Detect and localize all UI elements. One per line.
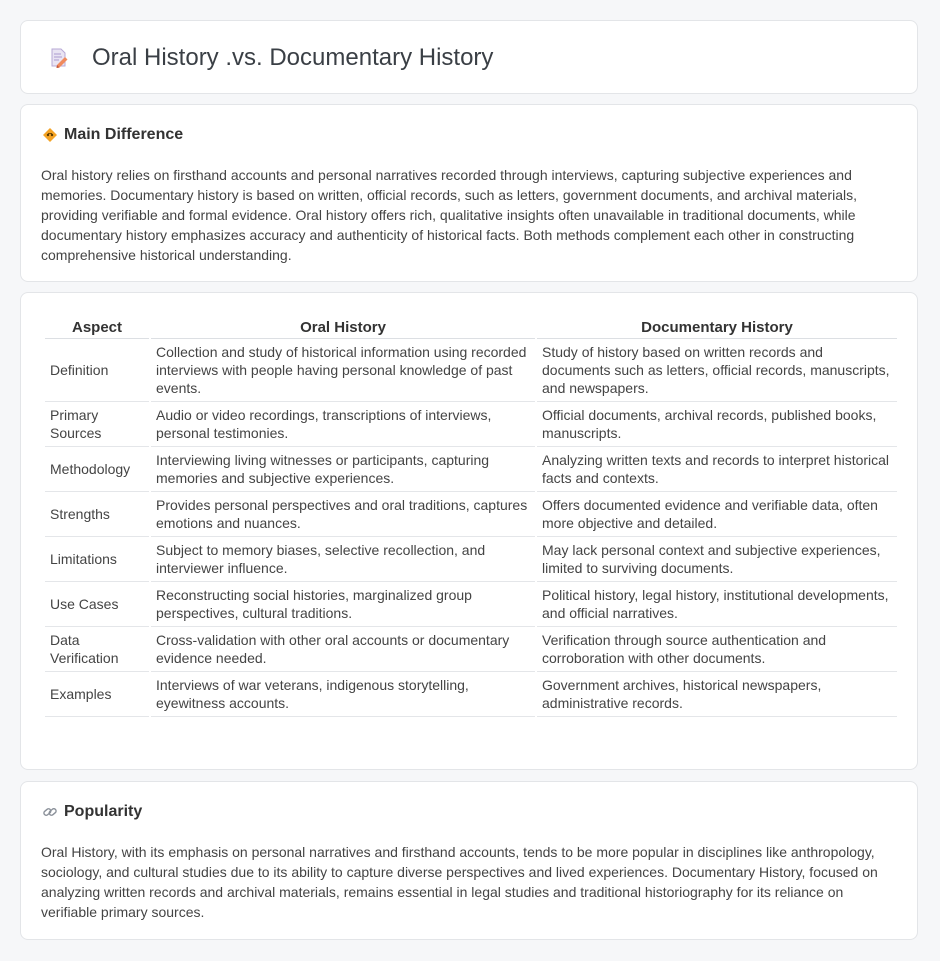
header-oral-history: Oral History (151, 314, 535, 339)
comparison-table (43, 314, 899, 717)
oral-cell: Collection and study of historical information using recorded interviews with people having personal knowledge of past events. (151, 339, 535, 402)
oral-cell: Audio or video recordings, transcriptions of interviews, personal testimonies. (151, 402, 535, 447)
table-row (45, 582, 897, 627)
doc-cell: Analyzing written texts and records to interpret historical facts and contexts. (537, 447, 897, 492)
table-row (45, 492, 897, 537)
doc-cell: Verification through source authentication and corroboration with other documents. (537, 627, 897, 672)
diamond-warning-icon (42, 127, 58, 143)
table-row (45, 672, 897, 717)
page-title: Oral History .vs. Documentary History (92, 44, 494, 71)
aspect-cell: Examples (45, 672, 149, 717)
popularity-heading (42, 803, 142, 821)
doc-cell: Government archives, historical newspapers, administrative records. (537, 672, 897, 717)
header-documentary-history: Documentary History (537, 314, 897, 339)
oral-cell: Subject to memory biases, selective recollection, and interviewer influence. (151, 537, 535, 582)
popularity-card (20, 781, 918, 940)
oral-cell: Interviews of war veterans, indigenous storytelling, eyewitness accounts. (151, 672, 535, 717)
table-row (45, 402, 897, 447)
header-aspect: Aspect (45, 314, 149, 339)
main-difference-text: Oral history relies on firsthand accounts and personal narratives recorded through interviews, capturing subjective experiences and memories. Documentary history is based on written, official records, such as letters, government documents, and archival materials, providing verifiable and formal evidence. Oral history offers rich, qualitative insights often unavailable in traditional documents, while documentary history emphasizes accuracy and authenticity of historical facts. Both methods complement each other in constructing comprehensive historical understanding. (41, 167, 857, 263)
table-row (45, 447, 897, 492)
doc-cell: Political history, legal history, institutional developments, and official narratives. (537, 582, 897, 627)
comparison-card (20, 292, 918, 770)
link-icon (42, 804, 58, 820)
aspect-cell: Limitations (45, 537, 149, 582)
header-card (20, 20, 918, 94)
aspect-cell: Primary Sources (45, 402, 149, 447)
aspect-cell: Data Verification (45, 627, 149, 672)
main-difference-heading (42, 126, 183, 144)
popularity-text: Oral History, with its emphasis on personal narratives and firsthand accounts, tends to be more popular in disciplines like anthropology, sociology, and cultural studies due to its ability to capture diverse perspectives and lived experiences. Documentary History, focused on analyzing written records and archival materials, remains essential in legal studies and traditional historiography for its reliance on verifiable primary sources. (41, 844, 878, 920)
table-row (45, 627, 897, 672)
table-row (45, 339, 897, 402)
oral-cell: Interviewing living witnesses or participants, capturing memories and subjective experiences. (151, 447, 535, 492)
popularity-title: Popularity (64, 803, 143, 820)
doc-cell: May lack personal context and subjective experiences, limited to surviving documents. (537, 537, 897, 582)
doc-cell: Official documents, archival records, published books, manuscripts. (537, 402, 897, 447)
aspect-cell: Strengths (45, 492, 149, 537)
document-edit-icon (47, 46, 71, 70)
main-difference-title: Main Difference (64, 126, 184, 143)
main-difference-card (20, 104, 918, 282)
doc-cell: Study of history based on written records and documents such as letters, official records, manuscripts, and newspapers. (537, 339, 897, 402)
aspect-cell: Definition (45, 339, 149, 402)
oral-cell: Cross-validation with other oral accounts or documentary evidence needed. (151, 627, 535, 672)
table-row (45, 537, 897, 582)
aspect-cell: Methodology (45, 447, 149, 492)
aspect-cell: Use Cases (45, 582, 149, 627)
oral-cell: Provides personal perspectives and oral traditions, captures emotions and nuances. (151, 492, 535, 537)
doc-cell: Offers documented evidence and verifiable data, often more objective and detailed. (537, 492, 897, 537)
oral-cell: Reconstructing social histories, marginalized group perspectives, cultural traditions. (151, 582, 535, 627)
table-header-row (45, 314, 897, 339)
